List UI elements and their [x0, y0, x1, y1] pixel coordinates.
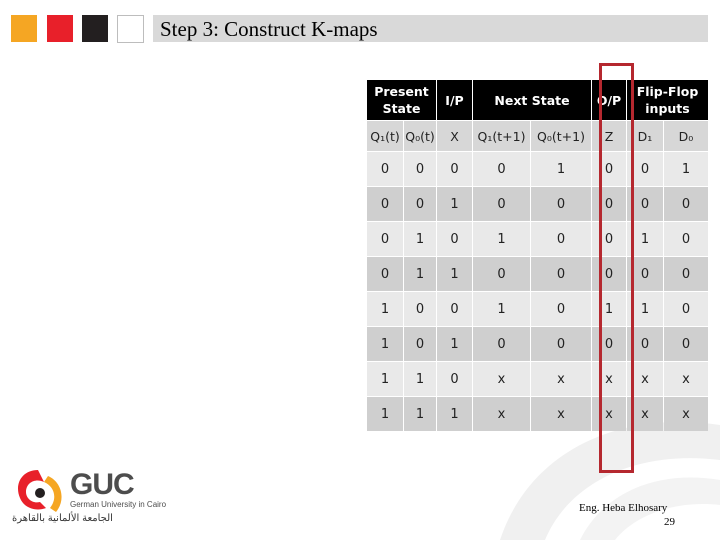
table-cell: 0 — [367, 222, 403, 256]
subheader-q0t: Q₀(t) — [404, 121, 436, 151]
table-cell: 0 — [473, 327, 530, 361]
table-cell: 0 — [531, 222, 591, 256]
table-cell: 0 — [627, 257, 663, 291]
table-cell: 0 — [627, 327, 663, 361]
table-cell: 1 — [367, 327, 403, 361]
table-cell: 0 — [664, 292, 708, 326]
table-cell: x — [592, 362, 626, 396]
table-cell: 1 — [473, 292, 530, 326]
table-cell: 1 — [404, 257, 436, 291]
subheader-x: X — [437, 121, 472, 151]
logo-subtitle: German University in Cairo — [70, 500, 167, 509]
table-cell: 0 — [473, 257, 530, 291]
table-cell: x — [664, 362, 708, 396]
table-cell: 1 — [627, 222, 663, 256]
orange-square — [11, 15, 37, 42]
table-cell: x — [473, 362, 530, 396]
table-cell: 0 — [664, 222, 708, 256]
table-cell: 0 — [531, 257, 591, 291]
table-cell: 0 — [592, 257, 626, 291]
table-cell: 1 — [404, 222, 436, 256]
table-cell: 1 — [367, 292, 403, 326]
header-output: O/P — [592, 80, 626, 120]
table-cell: 1 — [367, 362, 403, 396]
table-cell: 1 — [437, 397, 472, 431]
table-row — [367, 362, 708, 396]
logo-arabic: الجامعة الألمانية بالقاهرة — [12, 513, 113, 524]
table-cell: 1 — [437, 187, 472, 221]
table-cell: 1 — [531, 152, 591, 186]
table-cell: 0 — [531, 292, 591, 326]
guc-logo — [10, 462, 167, 528]
table-cell: 0 — [404, 292, 436, 326]
table-cell: 0 — [437, 152, 472, 186]
table-cell: 1 — [664, 152, 708, 186]
header-input: I/P — [437, 80, 472, 120]
table-cell: x — [473, 397, 530, 431]
table-cell: 1 — [627, 292, 663, 326]
table-cell: 0 — [531, 327, 591, 361]
subheader-q0t1: Q₀(t+1) — [531, 121, 591, 151]
table-row — [367, 152, 708, 186]
table-cell: 0 — [367, 187, 403, 221]
table-cell: 0 — [592, 327, 626, 361]
table-cell: 0 — [592, 187, 626, 221]
table-cell: 0 — [404, 152, 436, 186]
table-cell: x — [627, 397, 663, 431]
table-cell: 1 — [473, 222, 530, 256]
subheader-d0: D₀ — [664, 121, 708, 151]
table-cell: 0 — [592, 152, 626, 186]
table-cell: 0 — [664, 257, 708, 291]
table-cell: 0 — [437, 292, 472, 326]
table-row — [367, 327, 708, 361]
table-row — [367, 187, 708, 221]
subheader-z: Z — [592, 121, 626, 151]
table-cell: 0 — [627, 187, 663, 221]
table-cell: 0 — [437, 362, 472, 396]
table-cell: 0 — [473, 187, 530, 221]
output-column-highlight — [599, 63, 634, 473]
table-cell: 1 — [592, 292, 626, 326]
table-cell: 0 — [664, 187, 708, 221]
table-cell: x — [531, 362, 591, 396]
table-cell: 0 — [627, 152, 663, 186]
table-cell: 1 — [404, 362, 436, 396]
table-cell: 0 — [404, 187, 436, 221]
table-cell: 1 — [437, 257, 472, 291]
header-flip-flop-inputs: Flip-Flop inputs — [627, 80, 708, 120]
table-cell: 0 — [367, 257, 403, 291]
subheader-q1t1: Q₁(t+1) — [473, 121, 530, 151]
table-cell: 1 — [404, 397, 436, 431]
black-square — [82, 15, 108, 42]
table-cell: 0 — [531, 187, 591, 221]
table-cell: 0 — [664, 327, 708, 361]
table-cell: 1 — [437, 327, 472, 361]
table-row — [367, 257, 708, 291]
table-cell: 0 — [437, 222, 472, 256]
page-number: 29 — [664, 516, 675, 528]
table-row — [367, 292, 708, 326]
footer-author: Eng. Heba Elhosary — [579, 502, 668, 514]
table-cell: 0 — [473, 152, 530, 186]
header-next-state: Next State — [473, 80, 591, 120]
subheader-d1: D₁ — [627, 121, 663, 151]
table-cell: 0 — [592, 222, 626, 256]
header-present-state: Present State — [367, 80, 436, 120]
table-cell: x — [664, 397, 708, 431]
table-cell: 1 — [367, 397, 403, 431]
table-cell: 0 — [367, 152, 403, 186]
white-square — [117, 15, 144, 43]
table-cell: x — [531, 397, 591, 431]
table-cell: x — [627, 362, 663, 396]
logo-name: GUC — [70, 468, 134, 501]
guc-emblem-icon — [10, 466, 66, 518]
subheader-q1t: Q₁(t) — [367, 121, 403, 151]
table-cell: x — [592, 397, 626, 431]
slide-title: Step 3: Construct K-maps — [160, 17, 378, 41]
table-row — [367, 397, 708, 431]
state-table — [366, 79, 709, 432]
red-square — [47, 15, 73, 42]
table-cell: 0 — [404, 327, 436, 361]
table-row — [367, 222, 708, 256]
